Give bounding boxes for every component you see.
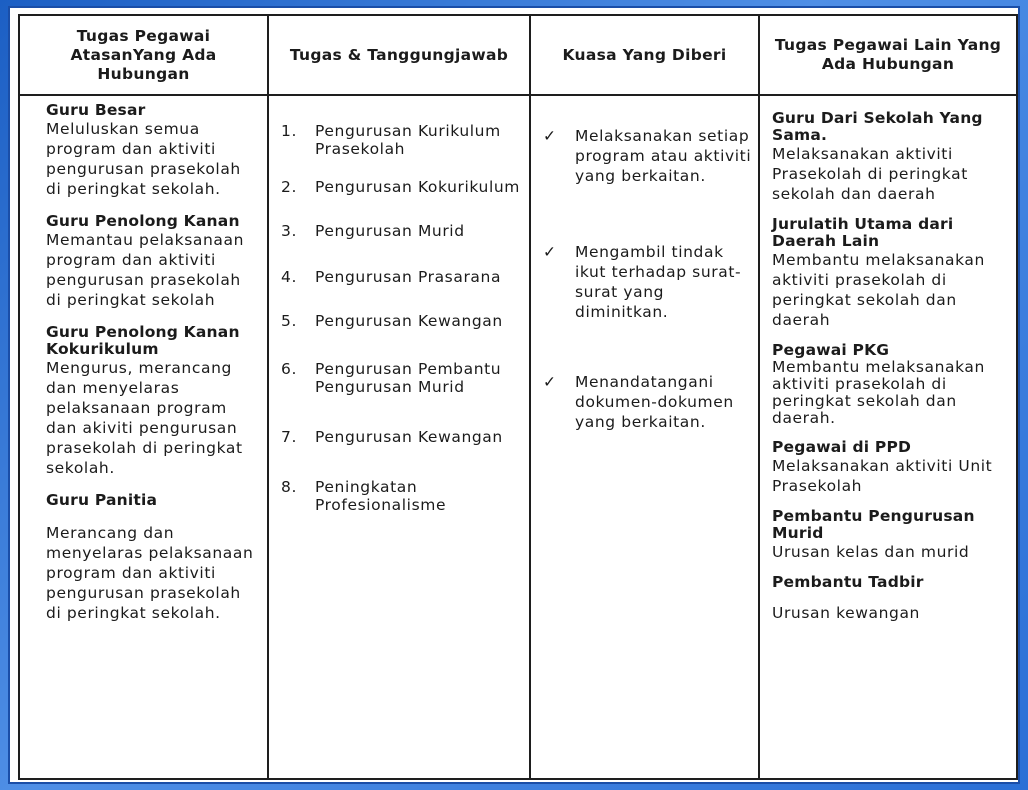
atasan-entry bbox=[46, 102, 261, 199]
duty-text: Pengurusan Murid bbox=[315, 222, 465, 240]
duty-item bbox=[281, 478, 523, 514]
lain-desc: Melaksanakan aktiviti Prasekolah di peringkat sekolah dan daerah bbox=[772, 145, 968, 203]
duty-text: Pengurusan Kokurikulum bbox=[315, 178, 520, 196]
lain-entry bbox=[772, 574, 1010, 623]
lain-entry bbox=[772, 439, 1010, 496]
lain-name: Pegawai di PPD bbox=[772, 438, 912, 456]
duty-number: 2. bbox=[281, 178, 297, 196]
lain-name: Pembantu Pengurusan Murid bbox=[772, 507, 975, 542]
kuasa-cell bbox=[530, 95, 759, 779]
atasan-name: Guru Penolong Kanan bbox=[46, 212, 240, 230]
power-text: Menandatangani dokumen-dokumen yang berkaitan. bbox=[575, 373, 734, 431]
duty-text: Pengurusan Kewangan bbox=[315, 428, 503, 446]
duty-item bbox=[281, 360, 523, 396]
atasan-name: Guru Besar bbox=[46, 101, 146, 119]
atasan-name: Guru Penolong Kanan Kokurikulum bbox=[46, 323, 240, 358]
atasan-name: Guru Panitia bbox=[46, 491, 158, 509]
duty-item bbox=[281, 122, 523, 158]
duty-number: 1. bbox=[281, 122, 297, 140]
lain-entry bbox=[772, 342, 1010, 427]
header-tugas: Tugas & Tanggungjawab bbox=[268, 15, 530, 95]
lain-name: Pegawai PKG bbox=[772, 341, 890, 359]
atasan-entry bbox=[46, 324, 261, 478]
lain-desc: Membantu melaksanakan aktiviti prasekolah di peringkat sekolah dan daerah bbox=[772, 251, 985, 329]
lain-name: Pembantu Tadbir bbox=[772, 573, 924, 591]
power-text: Mengambil tindak ikut terhadap surat-surat yang diminitkan. bbox=[575, 243, 742, 321]
lain-entry bbox=[772, 508, 1010, 562]
atasan-entry bbox=[46, 492, 261, 623]
lain-desc: Melaksanakan aktiviti Unit Prasekolah bbox=[772, 457, 993, 495]
duty-number: 8. bbox=[281, 478, 297, 496]
duty-number: 4. bbox=[281, 268, 297, 286]
duty-text: Pengurusan Kurikulum Prasekolah bbox=[315, 122, 501, 158]
duty-text: Pengurusan Prasarana bbox=[315, 268, 502, 286]
tugas-cell bbox=[268, 95, 530, 779]
lain-cell bbox=[759, 95, 1017, 779]
duty-number: 6. bbox=[281, 360, 297, 378]
duty-text: Peningkatan Profesionalisme bbox=[315, 478, 447, 514]
duty-number: 3. bbox=[281, 222, 297, 240]
atasan-desc: Memantau pelaksanaan program dan aktiviti pengurusan prasekolah di peringkat sekolah bbox=[46, 231, 245, 309]
header-lain: Tugas Pegawai Lain Yang Ada Hubungan bbox=[759, 15, 1017, 95]
duty-text: Pengurusan Kewangan bbox=[315, 312, 503, 330]
duty-text: Pengurusan Pembantu Pengurusan Murid bbox=[315, 360, 502, 396]
atasan-cell bbox=[19, 95, 268, 779]
duties-table bbox=[18, 14, 1018, 780]
duty-number: 5. bbox=[281, 312, 297, 330]
header-kuasa: Kuasa Yang Diberi bbox=[530, 15, 759, 95]
check-icon: ✓ bbox=[543, 127, 557, 145]
duty-number: 7. bbox=[281, 428, 297, 446]
atasan-desc: Mengurus, merancang dan menyelaras pelaksanaan program dan akiviti pengurusan prasekolah di peringkat sekolah. bbox=[46, 359, 243, 477]
duty-item bbox=[281, 312, 523, 330]
lain-desc: Urusan kelas dan murid bbox=[772, 543, 970, 561]
duty-item bbox=[281, 178, 523, 196]
check-icon: ✓ bbox=[543, 373, 557, 391]
atasan-entry bbox=[46, 213, 261, 310]
atasan-desc: Meluluskan semua program dan aktiviti pengurusan prasekolah di peringkat sekolah. bbox=[46, 120, 241, 198]
body-row bbox=[19, 95, 1017, 779]
lain-desc: Urusan kewangan bbox=[772, 604, 920, 622]
check-icon: ✓ bbox=[543, 243, 557, 261]
duty-item bbox=[281, 268, 523, 286]
lain-name: Guru Dari Sekolah Yang Sama. bbox=[772, 109, 983, 144]
lain-desc: Membantu melaksanakan aktiviti prasekolah di peringkat sekolah dan daerah. bbox=[772, 358, 985, 427]
header-atasan: Tugas Pegawai AtasanYang Ada Hubungan bbox=[19, 15, 268, 95]
duties-list bbox=[281, 122, 523, 514]
power-item bbox=[543, 372, 752, 432]
power-item bbox=[543, 242, 752, 322]
lain-entry bbox=[772, 110, 1010, 204]
powers-list bbox=[543, 126, 752, 432]
header-row bbox=[19, 15, 1017, 95]
page-frame bbox=[8, 6, 1020, 784]
duty-item bbox=[281, 428, 523, 446]
lain-name: Jurulatih Utama dari Daerah Lain bbox=[772, 215, 954, 250]
duty-item bbox=[281, 222, 523, 240]
lain-entry bbox=[772, 216, 1010, 330]
atasan-desc: Merancang dan menyelaras pelaksanaan program dan aktiviti pengurusan prasekolah di peringkat sekolah. bbox=[46, 524, 254, 622]
power-text: Melaksanakan setiap program atau aktiviti yang berkaitan. bbox=[575, 127, 752, 185]
power-item bbox=[543, 126, 752, 186]
